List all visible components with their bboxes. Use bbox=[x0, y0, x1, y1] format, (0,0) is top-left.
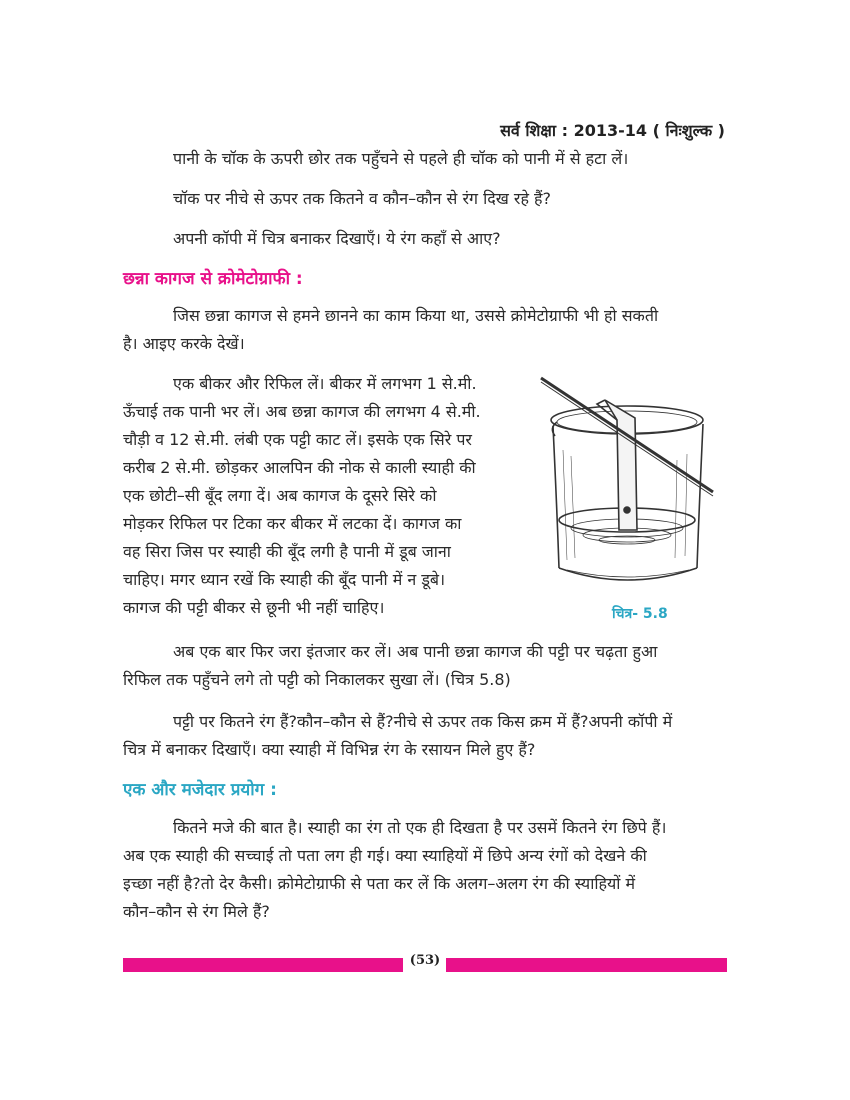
text-line: मोड़कर रिफिल पर टिका कर बीकर में लटका दें। कागज का bbox=[123, 514, 462, 533]
text-line: है। आइए करके देखें। bbox=[123, 334, 245, 353]
text-line: अब एक बार फिर जरा इंतजार कर लें। अब पानी छन्ना कागज की पट्टी पर चढ़ता हुआ bbox=[173, 642, 658, 661]
page-number: (53) bbox=[409, 953, 441, 968]
experiment-paragraph bbox=[123, 814, 727, 926]
intro-paragraph bbox=[123, 302, 727, 358]
text-line: इच्छा नहीं है?तो देर कैसी। क्रोमेटोग्राफी से पता कर लें कि अलग–अलग रंग की स्याहियों में bbox=[123, 874, 636, 893]
paper-strip bbox=[605, 400, 637, 530]
text-line: अब एक स्याही की सच्चाई तो पता लग ही गई। क्या स्याहियों में छिपे अन्य रंगों को देखने की bbox=[123, 846, 647, 865]
footer-bar-right bbox=[446, 958, 727, 972]
beaker-wall-right bbox=[697, 424, 703, 568]
text-line: चित्र में बनाकर दिखाएँ। क्या स्याही में विभिन्न रंग के रसायन मिले हुए हैं? bbox=[123, 740, 536, 759]
beaker-wall-left bbox=[553, 426, 559, 568]
text-line: चाहिए। मगर ध्यान रखें कि स्याही की बूँद पानी में न डूबे। bbox=[123, 570, 446, 589]
text-line: वह सिरा जिस पर स्याही की बूँद लगी है पानी में डूब जाना bbox=[123, 542, 451, 561]
text-line: करीब 2 से.मी. छोड़कर आलपिन की नोक से काली स्याही की bbox=[123, 458, 476, 477]
beaker-illustration bbox=[527, 370, 727, 600]
text-line: कौन–कौन से रंग मिले हैं? bbox=[123, 902, 270, 921]
beaker-bottom bbox=[559, 568, 697, 580]
text-line: कागज की पट्टी बीकर से छूनी भी नहीं चाहिए। bbox=[123, 598, 385, 617]
procedure-paragraph bbox=[123, 370, 520, 622]
wait-paragraph bbox=[123, 638, 727, 694]
section-heading-chromatography: छन्ना कागज से क्रोमेटोग्राफी : bbox=[123, 269, 303, 289]
text-line: एक बीकर और रिफिल लें। बीकर में लगभग 1 से.मी. bbox=[173, 374, 477, 393]
text-line: चौड़ी व 12 से.मी. लंबी एक पट्टी काट लें। इसके एक सिरे पर bbox=[123, 430, 472, 449]
ink-dot bbox=[624, 507, 630, 513]
text-line: चॉक पर नीचे से ऊपर तक कितने व कौन–कौन से रंग दिख रहे हैं? bbox=[173, 189, 552, 208]
text-line: जिस छन्ना कागज से हमने छानने का काम किया था, उससे क्रोमेटोग्राफी भी हो सकती bbox=[173, 306, 659, 325]
text-line: रिफिल तक पहुँचने लगे तो पट्टी को निकालकर सुखा लें। (चित्र 5.8) bbox=[123, 670, 511, 689]
text-line: ऊँचाई तक पानी भर लें। अब छन्ना कागज की लगभग 4 से.मी. bbox=[123, 402, 481, 421]
footer-bar-left bbox=[123, 958, 403, 972]
text-line: अपनी कॉपी में चित्र बनाकर दिखाएँ। ये रंग कहाँ से आए? bbox=[173, 229, 501, 248]
text-line: कितने मजे की बात है। स्याही का रंग तो एक ही दिखता है पर उसमें कितने रंग छिपे हैं। bbox=[173, 818, 667, 837]
figure-caption: चित्र- 5.8 bbox=[612, 606, 668, 622]
section-heading-experiment: एक और मजेदार प्रयोग : bbox=[123, 780, 277, 800]
text-line: एक छोटी–सी बूँद लगा दें। अब कागज के दूसरे सिरे को bbox=[123, 486, 437, 505]
page-header: सर्व शिक्षा : 2013-14 ( निःशुल्क ) bbox=[500, 121, 725, 140]
text-line: पानी के चॉक के ऊपरी छोर तक पहुँचने से पहले ही चॉक को पानी में से हटा लें। bbox=[173, 149, 629, 168]
questions-paragraph bbox=[123, 708, 727, 764]
text-line: पट्टी पर कितने रंग हैं?कौन–कौन से हैं?नीचे से ऊपर तक किस क्रम में हैं?अपनी कॉपी में bbox=[173, 712, 673, 731]
